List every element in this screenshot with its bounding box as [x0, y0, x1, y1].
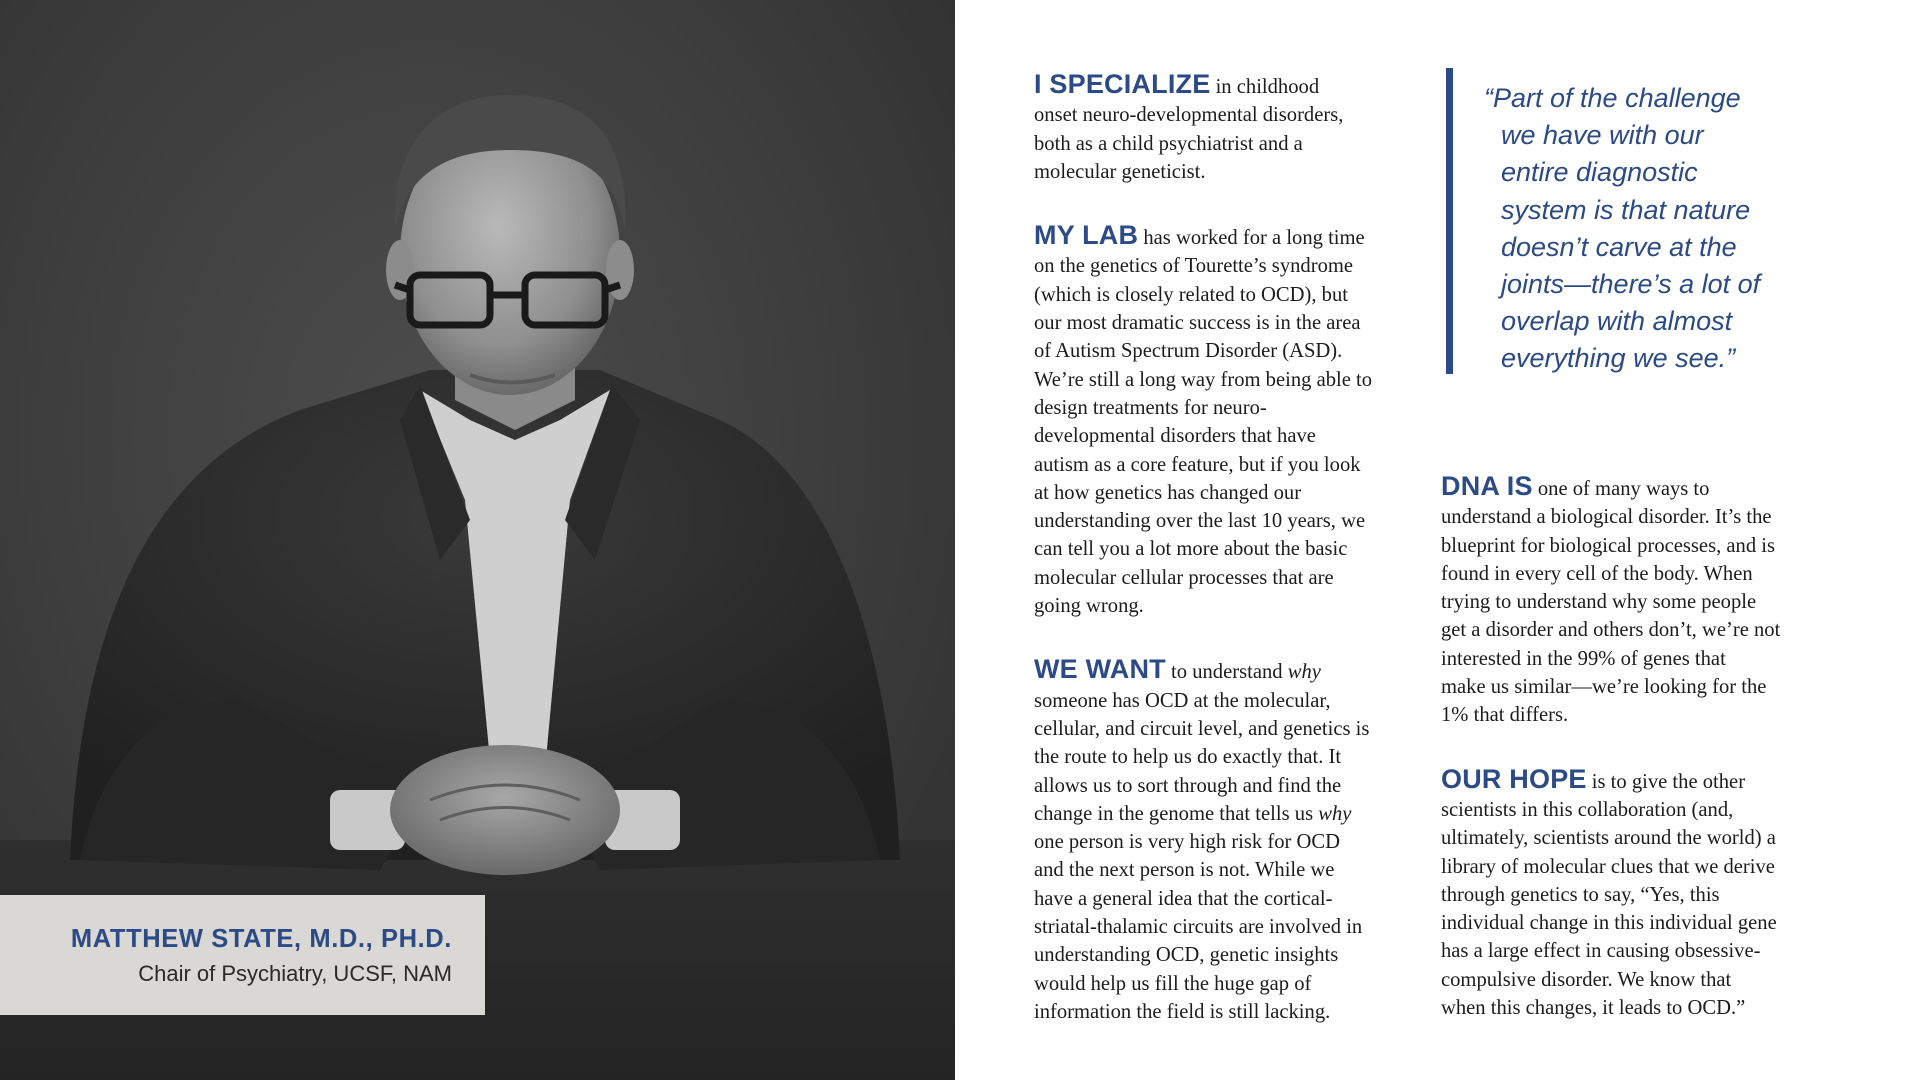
text-column-right: [1441, 472, 1811, 1022]
paragraph-specialize: I SPECIALIZE in childhood onset neuro-developmental disorders, both as a child psychiatrist and a molecular geneticist.: [1034, 69, 1344, 183]
pull-quote: “Part of the challenge we have with our entire diagnostic system is that nature doesn’t carve at the joints—there’s a lot of overlap with almost everything we see.”: [1484, 83, 1761, 374]
portrait-photo: [0, 0, 955, 1080]
paragraph-my-lab: MY LAB has worked for a long time on the genetics of Tourette’s syndrome (which is closely related to OCD), but our most dramatic success is in the area of Autism Spectrum Disorder (ASD). We’re still a long way from being able to design treatments for neuro- developmental disorders that have autism as a core feature, but if you look at how genetics has changed our understanding over the last 10 years, we can tell you a lot more about the basic molecular cellular processes that are going wrong.: [1034, 220, 1373, 618]
paragraph-our-hope: OUR HOPE is to give the other scientists in this collaboration (and, ultimately, scientists around the world) a library of molecular clues that we derive through genetics to say, “Yes, this individual change in this individual gene has a large effect in causing obsessive- compulsive disorder. We know that when this changes, it leads to OCD.”: [1441, 763, 1777, 1020]
caption-box: [0, 895, 485, 1015]
clasped-hands: [390, 745, 620, 875]
lead-dna-is: DNA IS: [1441, 471, 1533, 501]
lead-my-lab: MY LAB: [1034, 220, 1139, 251]
quote-accent-bar: [1446, 68, 1453, 374]
lead-specialize: I SPECIALIZE: [1034, 69, 1211, 99]
paragraph-dna-is: DNA IS one of many ways to understand a biological disorder. It’s the blueprint for biological processes, and is found in every cell of the body. When trying to understand why some people get a disorder and others don’t, we’re not interested in the 99% of genes that make us similar—we’re looking for the 1% that differs.: [1441, 471, 1781, 727]
lead-we-want: WE WANT: [1034, 654, 1166, 685]
person-title: Chair of Psychiatry, UCSF, NAM: [138, 961, 452, 986]
paragraph-we-want: WE WANT to understand why someone has OCD at the molecular, cellular, and circuit level, and genetics is the route to help us do exactly that. It allows us to sort through and find the change in the genome that tells us why one person is very high risk for OCD and the next person is not. While we have a general idea that the cortical- striatal-thalamic circuits are involved in understanding OCD, genetic insights would help us fill the huge gap of information the field is still lacking.: [1034, 654, 1370, 1023]
lead-our-hope: OUR HOPE: [1441, 763, 1587, 794]
person-name: MATTHEW STATE, M.D., PH.D.: [70, 925, 452, 953]
text-column-left: [1034, 70, 1404, 1026]
